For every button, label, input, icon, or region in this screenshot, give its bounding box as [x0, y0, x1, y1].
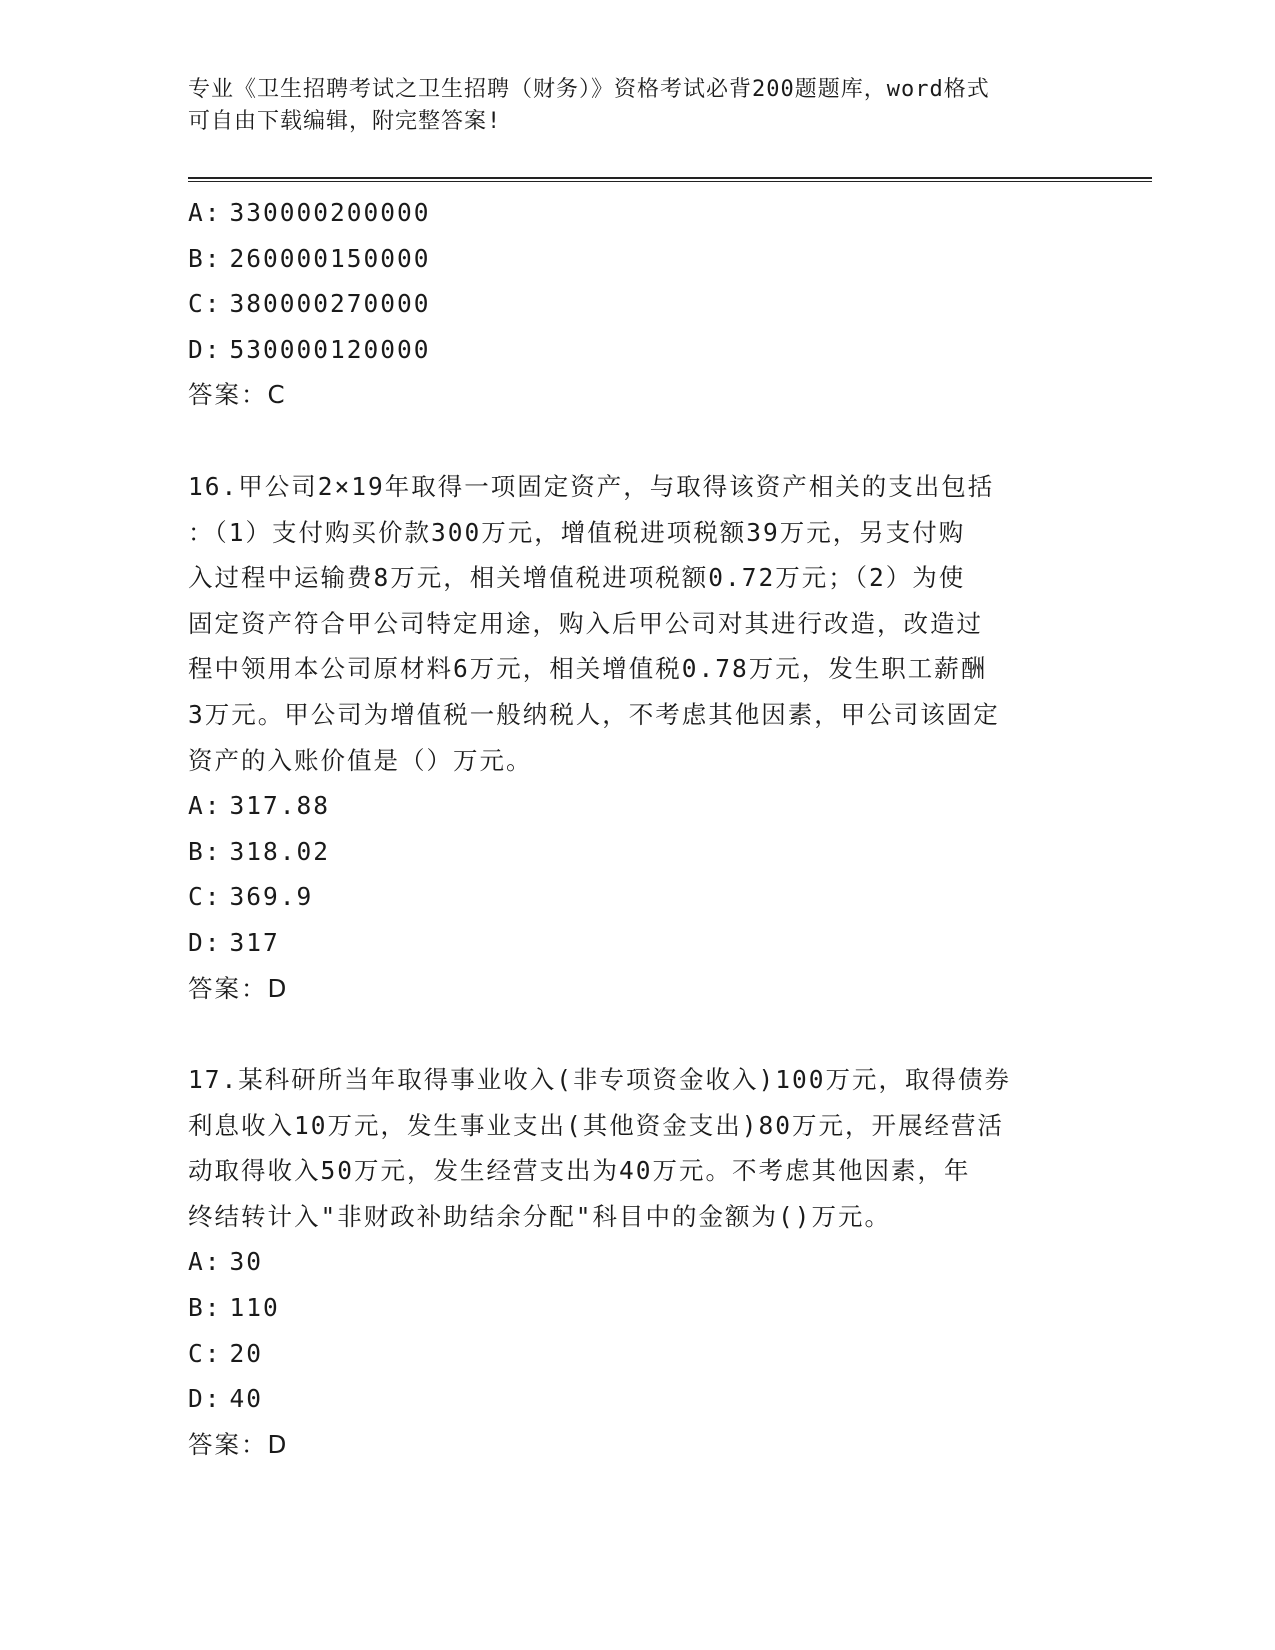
- question-stem-line: 16.甲公司2×19年取得一项固定资产，与取得该资产相关的支出包括: [188, 471, 995, 501]
- option-c: [188, 1331, 1088, 1377]
- question-stem-line: 17.某科研所当年取得事业收入(非专项资金收入)100万元，取得债券: [188, 1065, 1011, 1095]
- option-label: A:: [188, 1247, 222, 1277]
- option-text: 318.02: [229, 836, 331, 866]
- option-label: B:: [188, 243, 222, 273]
- option-d: [188, 920, 1088, 966]
- option-text: 30: [229, 1247, 264, 1277]
- option-text: 380000270000: [229, 289, 431, 319]
- option-b: [188, 236, 1088, 282]
- option-label: B:: [188, 1293, 222, 1323]
- option-a: [188, 190, 1088, 236]
- option-text: 530000120000: [229, 334, 431, 364]
- question-stem-line: 资产的入账价值是（）万元。: [188, 745, 533, 775]
- option-d: [188, 1376, 1088, 1422]
- option-text: 260000150000: [229, 243, 431, 273]
- option-c: [188, 281, 1088, 327]
- header-line-1: 专业《卫生招聘考试之卫生招聘（财务）》资格考试必背200题题库，word格式: [188, 77, 990, 102]
- header-divider: [188, 177, 1152, 182]
- option-label: B:: [188, 836, 222, 866]
- answer-line: 答案：C: [188, 380, 287, 410]
- option-text: 330000200000: [229, 198, 431, 227]
- option-a: [188, 783, 1088, 829]
- header-line-2: 可自由下载编辑，附完整答案!: [188, 109, 502, 134]
- option-text: 317.88: [229, 791, 331, 821]
- option-label: C:: [188, 882, 222, 912]
- option-text: 40: [229, 1384, 264, 1414]
- option-label: A:: [188, 791, 222, 821]
- question-stem-line: 入过程中运输费8万元，相关增值税进项税额0.72万元；（2）为使: [188, 563, 966, 593]
- option-b: [188, 1285, 1088, 1331]
- option-text: 369.9: [229, 882, 314, 912]
- option-b: [188, 829, 1088, 875]
- option-text: 20: [229, 1338, 264, 1368]
- answer-line: 答案：D: [188, 973, 289, 1003]
- option-label: D:: [188, 334, 222, 364]
- option-text: 110: [229, 1293, 280, 1323]
- question-stem-line: 动取得收入50万元，发生经营支出为40万元。不考虑其他因素，年: [188, 1156, 971, 1186]
- option-label: C:: [188, 1338, 222, 1368]
- answer-line: 答案：D: [188, 1429, 289, 1459]
- option-c: [188, 874, 1088, 920]
- option-label: D:: [188, 927, 222, 957]
- prev-question-block: [188, 190, 1088, 418]
- option-label: D:: [188, 1384, 222, 1414]
- question-stem-line: 固定资产符合甲公司特定用途，购入后甲公司对其进行改造，改造过: [188, 608, 983, 638]
- question-stem-line: ：（1）支付购买价款300万元，增值税进项税额39万元，另支付购: [188, 517, 966, 547]
- option-text: 317: [229, 927, 280, 957]
- question-stem-line: 程中领用本公司原材料6万元，相关增值税0.78万元，发生职工薪酬: [188, 654, 988, 684]
- option-label: C:: [188, 289, 222, 319]
- question-17: [188, 1057, 1088, 1467]
- question-content: [188, 190, 1088, 1467]
- document-header: [188, 74, 1068, 138]
- question-16: [188, 464, 1088, 1011]
- option-label: A:: [188, 198, 222, 227]
- option-a: [188, 1239, 1088, 1285]
- question-stem-line: 终结转计入"非财政补助结余分配"科目中的金额为()万元。: [188, 1201, 891, 1231]
- question-stem-line: 3万元。甲公司为增值税一般纳税人，不考虑其他因素，甲公司该固定: [188, 699, 1000, 729]
- question-stem-line: 利息收入10万元，发生事业支出(其他资金支出)80万元，开展经营活: [188, 1110, 1004, 1140]
- option-d: [188, 327, 1088, 373]
